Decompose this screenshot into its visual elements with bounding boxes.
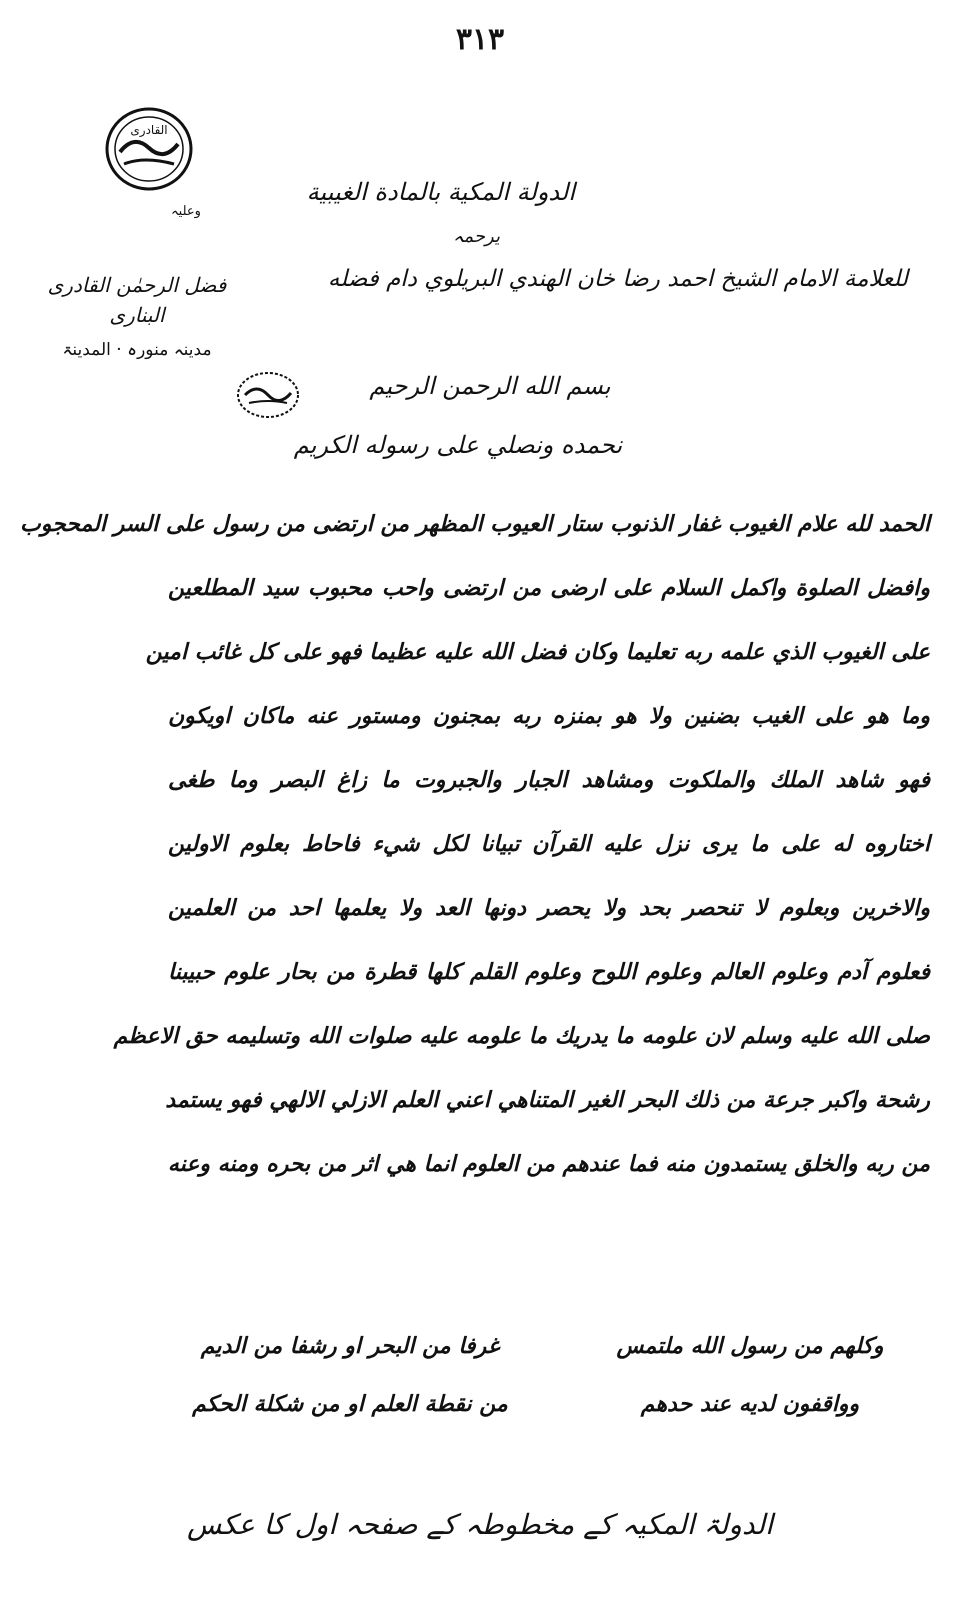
text-line: صلى الله عليه وسلم لان علومه ما يدريك ما علومه عليه صلوات الله وتسليمه حق الاعظم (113, 1023, 930, 1049)
verse-hemistich: وواقفون لديه عند حدهم (640, 1391, 860, 1417)
text-line: على الغيوب الذي علمه ربه تعليما وكان فضل الله عليه عظيما فهو على كل غائب امين (145, 639, 930, 665)
verse-row (180, 1376, 920, 1434)
text-line: رشحة واكبر جرعة من ذلك البحر الغير المتناهي اعني العلم الازلي الالهي فهو يستمد (165, 1087, 930, 1113)
seal-top-text: القادری (130, 123, 168, 137)
verse-hemistich: غرفا من البحر او رشفا من الديم (200, 1333, 500, 1359)
verse-block (180, 1318, 920, 1434)
addressee-line: للعلامة الامام الشيخ احمد رضا خان الهندي البريلوي دام فضله (327, 266, 908, 292)
hamdala: نحمده ونصلي على رسوله الكريم (293, 431, 623, 459)
left-note-name: فضل الرحمٰن القادری البناری (47, 273, 227, 327)
page-number: ۳۱۳ (455, 22, 505, 57)
text-line: والاخرين وبعلوم لا تنحصر بحد ولا يحصر دونها العد ولا يعلمها احد من العلمين (168, 895, 930, 921)
text-line: الحمد لله علام الغيوب غفار الذنوب ستار العيوب المظهر من ارتضى من رسول على السر المحجوب (20, 511, 930, 537)
text-line: من ربه والخلق يستمدون منه فما عندهم من العلوم انما هي اثر من بحره ومنه وعنه (167, 1151, 930, 1177)
text-line: وافضل الصلوة واكمل السلام على ارضى من ارتضى واحب محبوب سيد المطلعين (168, 575, 930, 601)
left-margin-note (18, 270, 256, 364)
figure-caption: الدولۃ المکیہ کے مخطوطہ کے صفحہ اول کا عکس (187, 1508, 773, 1541)
seal-stamp-small (235, 369, 301, 421)
text-line: فعلوم آدم وعلوم العالم وعلوم اللوح وعلوم القلم كلها قطرة من بحار علوم حبيبنا (168, 959, 930, 985)
seal-caption: وعلیہ (171, 204, 201, 219)
manuscript-title: الدولة المكية بالمادة الغيبية (306, 178, 575, 206)
text-line: فهو شاهد الملك والملكوت ومشاهد الجبار والجبروت ما زاغ البصر وما طغى (168, 767, 930, 793)
body-text (20, 496, 930, 1200)
left-note-place: مدینہ منورہ · المدینۃ (62, 340, 212, 360)
verse-hemistich: وكلهم من رسول الله ملتمس (616, 1333, 884, 1359)
text-line: وما هو على الغيب بضنين ولا هو بمنزه ربه بمجنون ومستور عنه ماكان اويكون (168, 703, 930, 729)
text-line: اختاروه له على ما يرى نزل عليه القرآن تبيانا لكل شيء فاحاط بعلوم الاولين (168, 831, 930, 857)
verse-row (180, 1318, 920, 1376)
interlinear-word: یرحمہ (452, 226, 500, 247)
basmala: بسم الله الرحمن الرحيم (369, 372, 611, 400)
verse-hemistich: من نقطة العلم او من شكلة الحكم (192, 1391, 508, 1417)
